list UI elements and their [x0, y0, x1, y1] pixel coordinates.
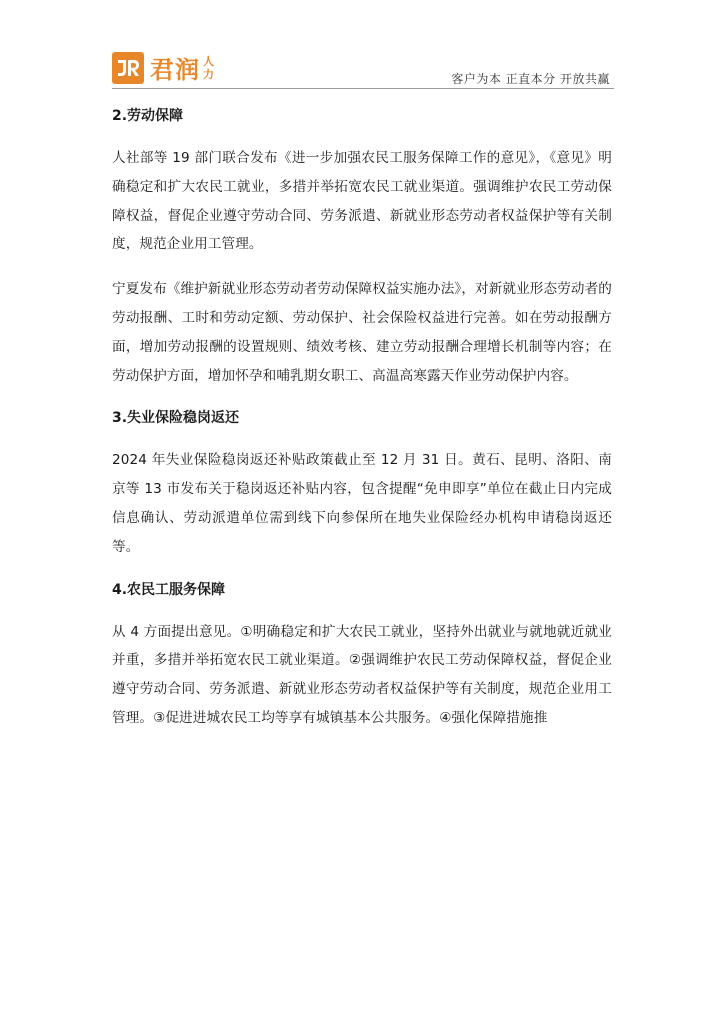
section-heading-migrant-workers: 4.农民工服务保障	[112, 581, 226, 598]
page-header	[112, 48, 614, 90]
brand-name: 君润	[150, 56, 200, 84]
header-divider	[112, 88, 614, 89]
section-heading-unemployment-insurance: 3.失业保险稳岗返还	[112, 410, 240, 427]
header-slogan: 客户为本 正直本分 开放共赢	[451, 72, 610, 86]
brand-logo	[112, 50, 214, 85]
brand-mark-icon	[112, 52, 144, 84]
brand-sub-1: 人	[203, 54, 214, 68]
document-body	[112, 104, 612, 749]
section-heading-labor-protection: 2.劳动保障	[112, 108, 184, 124]
brand-sub	[203, 55, 214, 81]
paragraph-mohrss-opinion: 人社部等 19 部门联合发布《进一步加强农民工服务保障工作的意见》，《意见》明确稳定和扩大农民工就业，多措并举拓宽农民工就业渠道。强调维护农民工劳动保障权益，督促企业遵守劳动合同、劳务派遣、新就业形态劳动者权益保护等有关制度，规范企业用工管理。	[112, 150, 612, 253]
paragraph-ningxia-measures: 宁夏发布《维护新就业形态劳动者劳动保障权益实施办法》，对新就业形态劳动者的劳动报酬、工时和劳动定额、劳动保护、社会保险权益进行完善。如在劳动报酬方面，增加劳动报酬的设置规则、绩效考核、建立劳动报酬合理增长机制等内容；在劳动保护方面，增加怀孕和哺乳期女职工、高温高寒露天作业劳动保护内容。	[112, 281, 612, 384]
brand-sub-2: 力	[203, 67, 214, 81]
paragraph-job-stabilization-refund: 2024 年失业保险稳岗返还补贴政策截止至 12 月 31 日。黄石、昆明、洛阳、南京等 13 市发布关于稳岗返还补贴内容，包含提醒“免申即享”单位在截止日内完成信息确认、劳动派遣单位需到线下向参保所在地失业保险经办机构申请稳岗返还等。	[112, 452, 612, 555]
paragraph-four-aspects: 从 4 方面提出意见。①明确稳定和扩大农民工就业，坚持外出就业与就地就近就业并重，多措并举拓宽农民工就业渠道。②强调维护农民工劳动保障权益，督促企业遵守劳动合同、劳务派遣、新就业形态劳动者权益保护等有关制度，规范企业用工管理。③促进进城农民工均等享有城镇基本公共服务。④强化保障措施推	[112, 623, 612, 726]
